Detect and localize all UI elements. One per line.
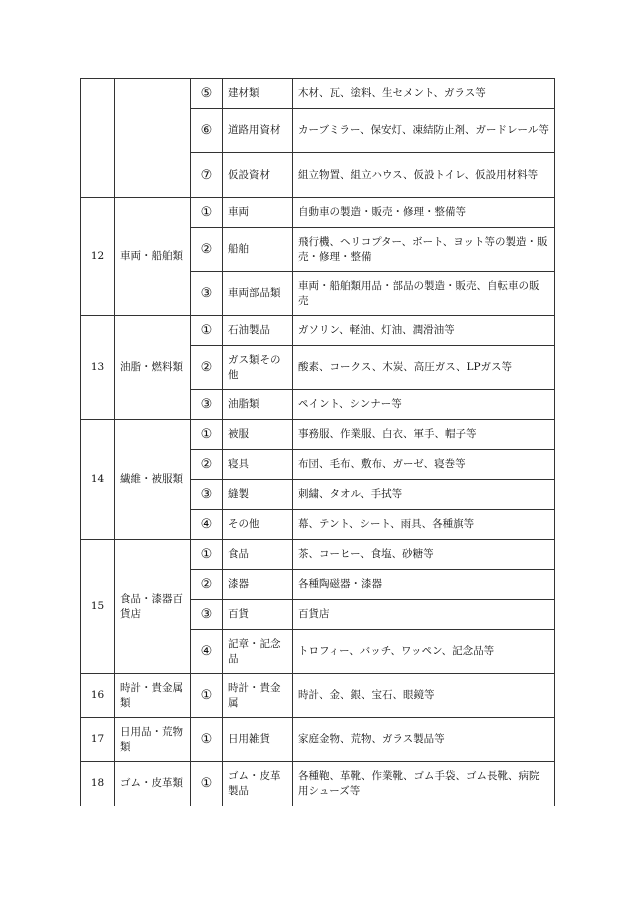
table-row [81,674,555,718]
subitem-number: ④ [191,630,223,674]
subitem-name: 石油製品 [223,316,293,346]
table-row [81,198,555,228]
subitem-name: その他 [223,510,293,540]
subitem-number: ② [191,570,223,600]
subitem-number: ① [191,316,223,346]
subitem-number: ② [191,346,223,390]
subitem-detail: 酸素、コークス、木炭、高圧ガス、LPガス等 [293,346,555,390]
category-table [80,78,555,806]
subitem-number: ① [191,762,223,806]
subitem-name: ガス類その他 [223,346,293,390]
subitem-detail: 刺繍、タオル、手拭等 [293,480,555,510]
subitem-detail: ガソリン、軽油、灯油、潤滑油等 [293,316,555,346]
table-row [81,540,555,570]
subitem-name: 日用雑貨 [223,718,293,762]
subitem-detail: 時計、金、銀、宝石、眼鏡等 [293,674,555,718]
subitem-number: ② [191,450,223,480]
subitem-name: 車両部品類 [223,272,293,316]
group-category: 日用品・荒物類 [115,718,191,762]
table-row [81,420,555,450]
group-category-cell [115,79,191,198]
group-category: 時計・貴金属類 [115,674,191,718]
group-number: 18 [81,762,115,806]
subitem-number: ① [191,674,223,718]
group-number: 14 [81,420,115,540]
subitem-number: ① [191,420,223,450]
group-category: 食品・漆器百貨店 [115,540,191,674]
subitem-detail: 百貨店 [293,600,555,630]
subitem-number: ⑥ [191,109,223,153]
subitem-detail: 事務服、作業服、白衣、軍手、帽子等 [293,420,555,450]
subitem-number: ③ [191,480,223,510]
subitem-name: 油脂類 [223,390,293,420]
subitem-number: ③ [191,390,223,420]
subitem-detail: トロフィー、バッチ、ワッペン、記念品等 [293,630,555,674]
group-number: 15 [81,540,115,674]
group-number: 17 [81,718,115,762]
category-table-body [81,79,555,806]
group-number: 16 [81,674,115,718]
subitem-number: ④ [191,510,223,540]
subitem-number: ⑦ [191,153,223,198]
subitem-number: ① [191,198,223,228]
subitem-detail: 組立物置、組立ハウス、仮設トイレ、仮設用材料等 [293,153,555,198]
subitem-detail: 家庭金物、荒物、ガラス製品等 [293,718,555,762]
subitem-name: 道路用資材 [223,109,293,153]
subitem-detail: 飛行機、ヘリコプター、ボート、ヨット等の製造・販売・修理・整備 [293,228,555,272]
subitem-detail: カーブミラー、保安灯、凍結防止剤、ガードレール等 [293,109,555,153]
subitem-name: 建材類 [223,79,293,109]
subitem-number: ① [191,540,223,570]
subitem-detail: 各種陶磁器・漆器 [293,570,555,600]
group-category: 車両・船舶類 [115,198,191,316]
subitem-name: 記章・記念品 [223,630,293,674]
group-category: ゴム・皮革類 [115,762,191,806]
subitem-name: 被服 [223,420,293,450]
subitem-detail: 各種鞄、革靴、作業靴、ゴム手袋、ゴム長靴、病院用シューズ等 [293,762,555,806]
group-number: 13 [81,316,115,420]
subitem-name: 百貨 [223,600,293,630]
subitem-name: 漆器 [223,570,293,600]
group-category: 繊維・被服類 [115,420,191,540]
subitem-detail: 幕、テント、シート、雨具、各種旗等 [293,510,555,540]
table-row [81,718,555,762]
table-row [81,762,555,806]
subitem-number: ② [191,228,223,272]
subitem-name: 時計・貴金属 [223,674,293,718]
subitem-number: ① [191,718,223,762]
group-category: 油脂・燃料類 [115,316,191,420]
subitem-number: ③ [191,600,223,630]
subitem-name: 車両 [223,198,293,228]
subitem-number: ③ [191,272,223,316]
subitem-name: 縫製 [223,480,293,510]
table-row [81,79,555,109]
subitem-name: 食品 [223,540,293,570]
subitem-detail: 木材、瓦、塗料、生セメント、ガラス等 [293,79,555,109]
subitem-detail: 茶、コーヒー、食塩、砂糖等 [293,540,555,570]
subitem-detail: ペイント、シンナー等 [293,390,555,420]
subitem-detail: 布団、毛布、敷布、ガーゼ、寝巻等 [293,450,555,480]
subitem-name: 船舶 [223,228,293,272]
subitem-number: ⑤ [191,79,223,109]
group-number-cell [81,79,115,198]
table-row [81,316,555,346]
subitem-name: ゴム・皮革製品 [223,762,293,806]
subitem-detail: 自動車の製造・販売・修理・整備等 [293,198,555,228]
subitem-name: 仮設資材 [223,153,293,198]
subitem-detail: 車両・船舶類用品・部品の製造・販売、自転車の販売 [293,272,555,316]
subitem-name: 寝具 [223,450,293,480]
group-number: 12 [81,198,115,316]
